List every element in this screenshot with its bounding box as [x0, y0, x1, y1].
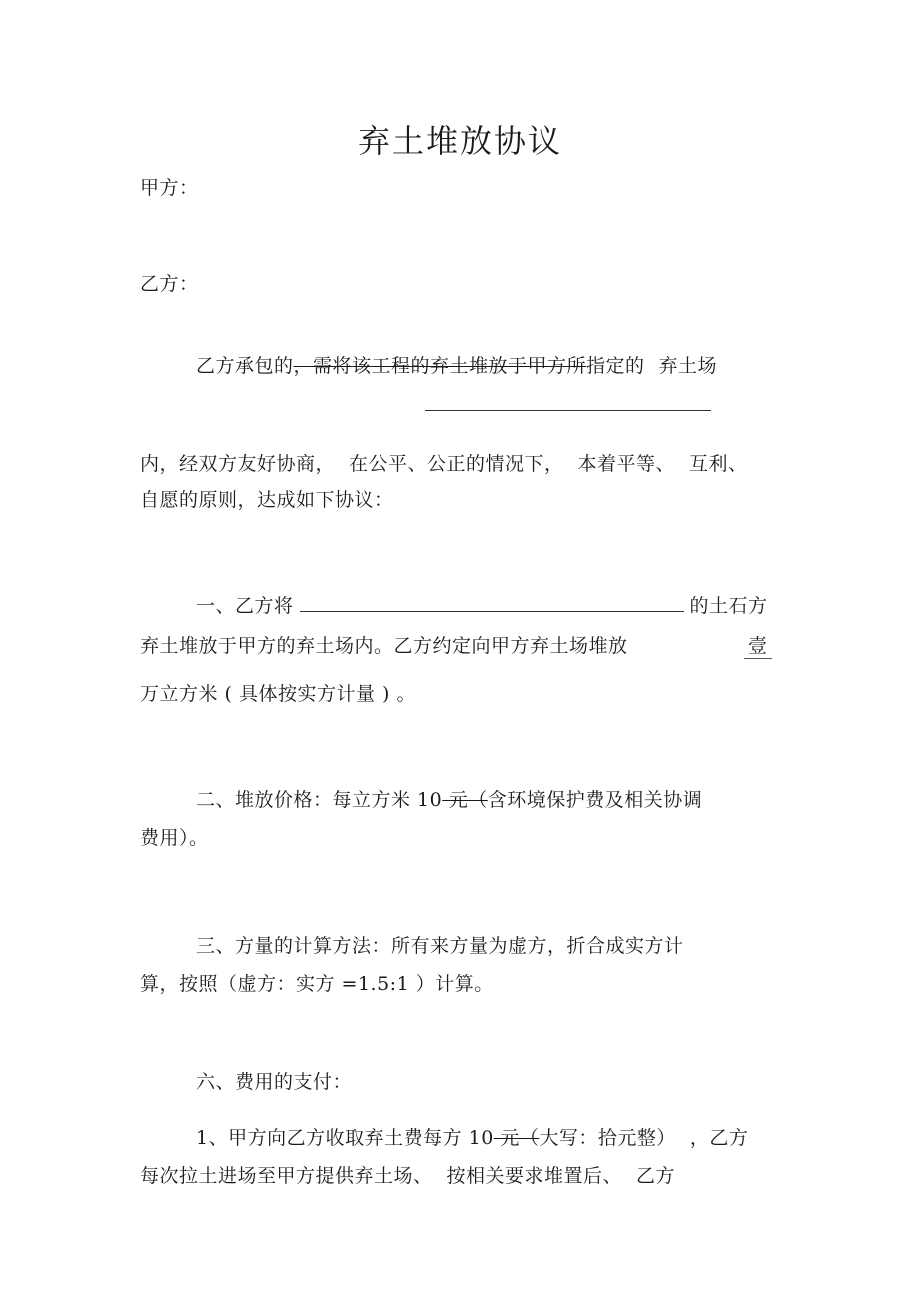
party-a-label: 甲方：: [140, 177, 199, 199]
clause-text: ，乙方: [689, 1127, 749, 1149]
intro-line-1: [196, 354, 717, 378]
intro-text: 乙方承包的: [196, 355, 294, 377]
intro-strikethrough-text: ，需将该工程的弃土堆放于甲方所: [293, 355, 587, 377]
intro-line-3: 自愿的原则，达成如下协议：: [140, 489, 394, 511]
clause-text: 大写：拾元整）: [539, 1127, 676, 1149]
clause-text: 含环境保护费及相关协调: [487, 789, 703, 811]
fill-in-blank[interactable]: [300, 595, 684, 612]
clause-text: 每次拉土进场至甲方提供弃土场、: [140, 1165, 433, 1187]
intro-text: 互利、: [689, 453, 748, 475]
fill-in-blank[interactable]: [425, 410, 711, 411]
clause-text: 二、堆放价格：每立方米 10: [196, 789, 443, 811]
clause-strikethrough-text: 元（: [442, 789, 488, 811]
clause-1-amount: [744, 634, 772, 658]
clause-6-line-2: [140, 1164, 675, 1188]
intro-text: 本着平等、: [577, 453, 676, 475]
clause-3-line-1: 三、方量的计算方法：所有来方量为虚方，折合成实方计: [196, 935, 684, 957]
intro-text: 在公平、公正的情况下，: [349, 453, 564, 475]
clause-3-line-2: 算，按照（虚方：实方 =1.5:1 ）计算。: [140, 973, 494, 995]
clause-2-line-2: 费用）。: [140, 827, 209, 849]
clause-strikethrough-text: 元（: [493, 1127, 540, 1149]
clause-1-line-2: [140, 634, 628, 658]
clause-1-line-1: [196, 594, 768, 618]
clause-text: 按相关要求堆置后、: [446, 1165, 623, 1187]
clause-text: 弃土堆放于甲方的弃土场内。乙方约定向甲方弃土场堆放: [140, 635, 628, 657]
clause-1-line-3: 万立方米 ( 具体按实方计量 ) 。: [140, 683, 416, 705]
clause-text: 1、甲方向乙方收取弃土费每方 10: [196, 1127, 494, 1149]
intro-text: 指定的: [586, 355, 645, 377]
amount-value: 壹: [744, 635, 772, 659]
intro-text: 弃土场: [658, 355, 718, 377]
document-title: 弃土堆放协议: [357, 122, 562, 160]
party-b-label: 乙方：: [140, 273, 199, 295]
clause-text: 一、乙方将: [196, 595, 294, 617]
clause-text: 乙方: [636, 1165, 676, 1187]
intro-line-2: [140, 452, 748, 476]
clause-6-heading: 六、费用的支付：: [196, 1071, 353, 1093]
clause-2-line-1: [196, 788, 702, 812]
clause-text: 的土石方: [689, 595, 768, 617]
intro-text: 内，经双方友好协商，: [140, 453, 336, 475]
clause-6-line-1: [196, 1126, 748, 1150]
